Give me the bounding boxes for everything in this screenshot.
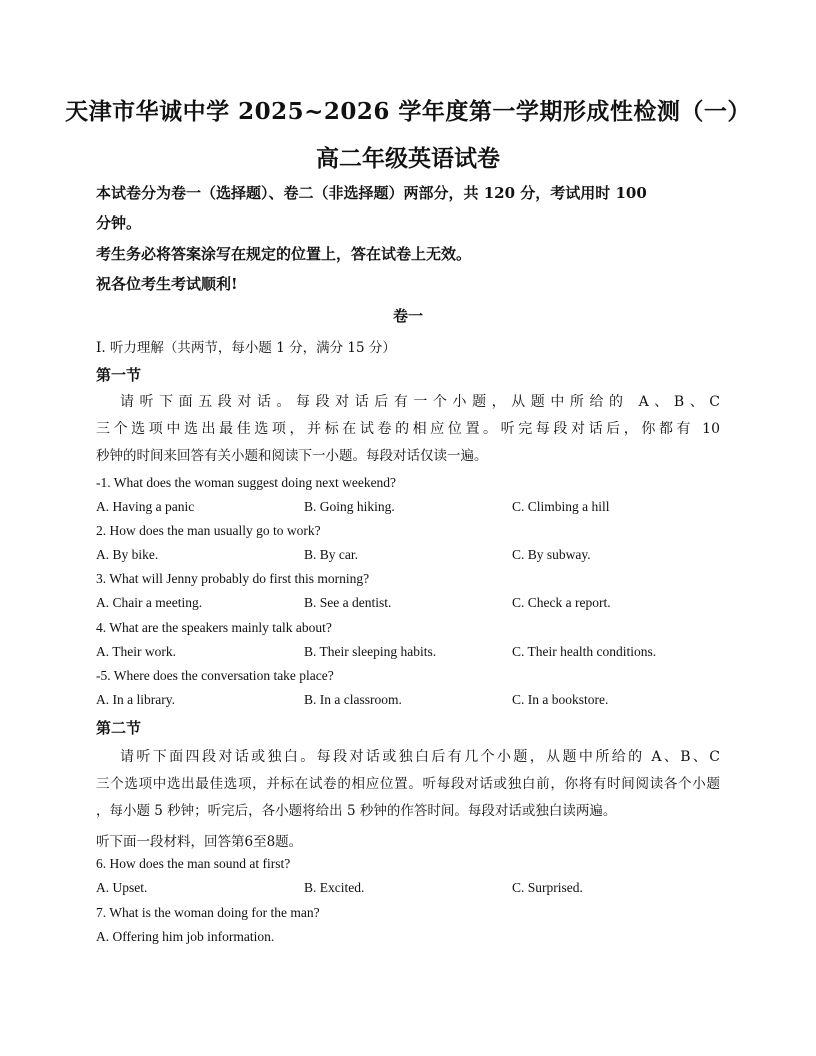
- exam-subtitle: 高二年级英语试卷: [316, 145, 500, 172]
- volume-heading: 卷一: [392, 307, 423, 325]
- exam-title: 天津市华诚中学 2025~2026 学年度第一学期形成性检测（一）: [65, 98, 751, 125]
- section1-instr-line-3: 秒钟的时间来回答有关小题和阅读下一小题。每段对话仅读一遍。: [96, 448, 488, 464]
- q3-option-a: A. Chair a meeting.: [96, 595, 203, 610]
- q5-option-b: B. In a classroom.: [304, 692, 402, 707]
- section2-title: 第二节: [96, 719, 142, 737]
- note-line-1: 本试卷分为卷一（选择题）、卷二（非选择题）两部分，共 120 分，考试用时 100: [96, 184, 647, 202]
- q1-option-b: B. Going hiking.: [304, 499, 395, 514]
- question-5: -5. Where does the conversation take place?: [96, 668, 334, 683]
- q3-option-c: C. Check a report.: [512, 595, 611, 610]
- q4-option-a: A. Their work.: [96, 644, 176, 659]
- q2-option-c: C. By subway.: [512, 547, 591, 562]
- material-note: 听下面一段材料，回答第6至8题。: [96, 834, 303, 850]
- q1-option-a: A. Having a panic: [96, 499, 195, 514]
- section1-instr-line-1: 请听下面五段对话。每段对话后有一个小题，从题中所给的 A、B、C: [120, 394, 720, 410]
- question-1: -1. What does the woman suggest doing next weekend?: [96, 475, 397, 490]
- q5-option-c: C. In a bookstore.: [512, 692, 609, 707]
- q6-option-c: C. Surprised.: [512, 880, 583, 895]
- q5-option-a: A. In a library.: [96, 692, 175, 707]
- note-line-3: 考生务必将答案涂写在规定的位置上，答在试卷上无效。: [96, 245, 472, 263]
- question-4: 4. What are the speakers mainly talk about?: [96, 620, 332, 635]
- q3-option-b: B. See a dentist.: [304, 595, 392, 610]
- q4-option-c: C. Their health conditions.: [512, 644, 657, 659]
- q6-option-a: A. Upset.: [96, 880, 148, 895]
- part1-heading: I. 听力理解（共两节，每小题 1 分，满分 15 分）: [96, 340, 396, 356]
- section2-instr-line-1: 请听下面四段对话或独白。每段对话或独白后有几个小题，从题中所给的 A、B、C: [120, 749, 720, 765]
- q2-option-b: B. By car.: [304, 547, 358, 562]
- q6-option-b: B. Excited.: [304, 880, 365, 895]
- q7-option-a: A. Offering him job information.: [96, 929, 275, 944]
- note-line-4: 祝各位考生考试顺利!: [96, 275, 238, 293]
- q1-option-c: C. Climbing a hill: [512, 499, 610, 514]
- question-2: 2. How does the man usually go to work?: [96, 523, 321, 538]
- q4-option-b: B. Their sleeping habits.: [304, 644, 437, 659]
- section2-instr-line-3: ，每小题 5 秒钟；听完后，各小题将给出 5 秒钟的作答时间。每段对话或独白读两遍。: [96, 803, 617, 819]
- question-6: 6. How does the man sound at first?: [96, 856, 291, 871]
- section1-instr-line-2: 三个选项中选出最佳选项，并标在试卷的相应位置。听完每段对话后，你都有 10: [96, 421, 720, 437]
- q2-option-a: A. By bike.: [96, 547, 159, 562]
- note-line-2: 分钟。: [96, 214, 142, 232]
- section1-title: 第一节: [96, 366, 142, 384]
- section2-instr-line-2: 三个选项中选出最佳选项，并标在试卷的相应位置。听每段对话或独白前，你将有时间阅读各个小题: [96, 776, 720, 792]
- question-3: 3. What will Jenny probably do first this morning?: [96, 571, 370, 586]
- question-7: 7. What is the woman doing for the man?: [96, 905, 320, 920]
